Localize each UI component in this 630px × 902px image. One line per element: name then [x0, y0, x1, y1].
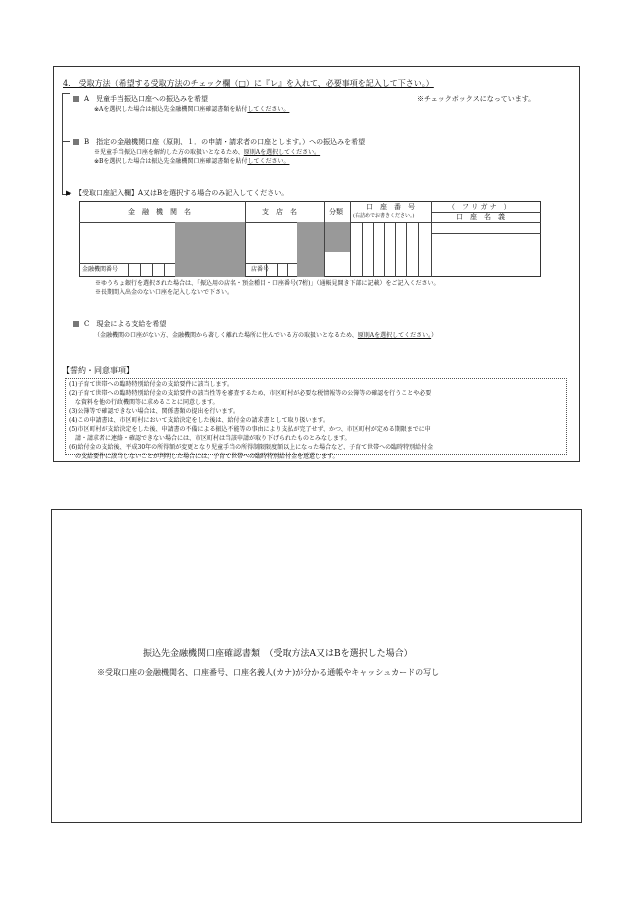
- furigana-header: （ フ リ ガ ナ ）: [448, 203, 511, 211]
- consent-title: 【誓約・同意事項】: [62, 366, 134, 375]
- section-4-title: 4. 受取方法（希望する受取方法のチェック欄（□）に『レ』を入れて、必要事項を記入して下さい。）: [63, 79, 434, 88]
- branch-name-input[interactable]: [246, 223, 296, 262]
- consent-item: (3)公簿等で確認できない場合は、関係書類の提出を行います。: [69, 408, 240, 415]
- branch-number-line: [245, 263, 297, 264]
- bank-num-sep: [164, 263, 165, 277]
- attachment-note: ※受取口座の金融機関名、口座番号、口座名義人(カナ)が分かる通帳やキャッシュカードの写し: [97, 668, 440, 677]
- account-holder-header: 口 座 名 義: [456, 213, 505, 221]
- consent-item: (5)市区町村が支給決定をした後、申請書の不備による振込不能等の事由により支払が完了せず、かつ、市区町村が定める期限までに申: [69, 426, 431, 433]
- account-entry-heading: 【受取口座記入欄】A又はBを選択する場合のみ記入してください。: [75, 189, 289, 197]
- checkbox-a[interactable]: [73, 96, 79, 102]
- bank-num-sep: [128, 263, 129, 277]
- yucho-note: ※ゆうちょ銀行を選択された場合は、「振込用の店名・預金種目・口座番号(7桁)」（通帳見開き下部に記載）をご記入ください。: [95, 280, 440, 287]
- branch-number-label: 店番号: [251, 266, 270, 273]
- option-b-note-1: ※児童手当振込口座を解約した方の取扱いとなるため、原則Aを選択してください。: [94, 149, 321, 156]
- attachment-box[interactable]: [51, 509, 582, 823]
- bank-name-header: 金 融 機 関 名: [128, 208, 191, 216]
- longterm-note: ※長期間入出金のない口座を記入しないで下さい。: [95, 289, 234, 296]
- class-gray-block: [325, 222, 350, 252]
- option-b-note-2: ※Bを選択した場合は振込先金融機関口座確認書類を貼付してください。: [94, 158, 290, 165]
- consent-item: な資料を他の行政機関等に求めることに同意します。: [69, 399, 219, 406]
- bracket-tick-a: [62, 93, 70, 94]
- account-number-input[interactable]: [351, 223, 430, 276]
- consent-item: (4)この申請書は、市区町村において支給決定をした後は、給付金の請求書として取り扱います。: [69, 417, 330, 424]
- account-holder-input[interactable]: [432, 234, 540, 276]
- account-number-subnote: (右詰めでお書きください。): [353, 213, 415, 219]
- checkbox-b[interactable]: [73, 139, 79, 145]
- checkbox-c[interactable]: [73, 321, 79, 327]
- consent-item: 請・請求者に連絡・確認できない場合には、市区町村は当該申請が取り下げられたものとみなします。: [69, 435, 351, 442]
- consent-item: の支給要件に該当しないことが判明した場合には、子育て世帯への臨時特別給付金を返還します。: [69, 453, 339, 460]
- checkbox-note: ※チェックボックスになっています。: [417, 95, 536, 103]
- arrow-icon: ▶: [66, 189, 72, 197]
- branch-gray-block: [297, 222, 324, 277]
- bank-gray-block: [175, 222, 245, 277]
- class-header: 分類: [329, 208, 343, 216]
- option-a-note: ※Aを選択した場合は振込先金融機関口座確認書類を貼付してください。: [94, 106, 290, 113]
- attachment-title: 振込先金融機関口座確認書類 （受取方法A又はBを選択した場合）: [143, 649, 413, 659]
- consent-item: (1)子育て世帯への臨時特別給付金の支給要件に該当します。: [69, 381, 234, 388]
- branch-name-header: 支 店 名: [262, 208, 297, 216]
- holder-line: [431, 222, 541, 223]
- option-c-note: （金融機関の口座がない方、金融機関から著しく離れた場所に住んでいる方の取扱いとなるため、原則Aを選択してください。）: [94, 332, 438, 339]
- branch-num-sep: [287, 263, 288, 277]
- bank-num-sep: [140, 263, 141, 277]
- consent-item: (2)子育て世帯への臨時特別給付金の支給要件の該当性等を審査するため、市区町村が必要な税情報等の公簿等の確認を行うことや必要: [69, 390, 432, 397]
- option-b-label: B 指定の金融機関口座（原則、１．の申請・請求者の口座とします。）への振込みを希望: [84, 138, 366, 146]
- bank-name-input[interactable]: [80, 223, 174, 262]
- option-a-label: A 児童手当振込口座への振込みを希望: [84, 95, 209, 103]
- bank-number-line: [79, 263, 175, 264]
- consent-item: (6)給付金の支給後、平成30年の所得額が変更となり児童手当の所得制限限度額以上になった場合など、子育て世帯への臨時特別給付金: [69, 444, 434, 451]
- bracket-tick-b: [62, 141, 70, 142]
- bracket-line: [62, 93, 63, 194]
- bank-num-sep: [152, 263, 153, 277]
- account-number-header: 口 座 番 号: [366, 203, 415, 211]
- option-c-label: C 現金による支給を希望: [84, 320, 167, 328]
- branch-num-sep: [277, 263, 278, 277]
- bank-number-label: 金融機関番号: [82, 266, 119, 273]
